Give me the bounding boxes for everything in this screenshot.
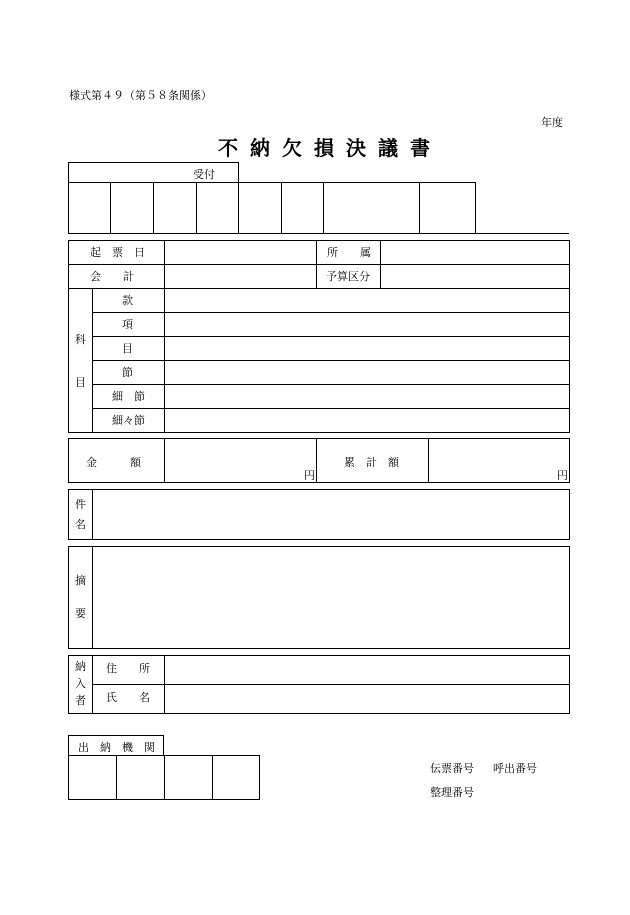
cashier-label: 出 納 機 関 xyxy=(78,741,155,754)
payer-name-field[interactable] xyxy=(165,685,569,713)
receipt-label: 受付 xyxy=(193,168,215,181)
cumulative-amount-label: 累 計 額 xyxy=(344,456,399,469)
subject-row-kan: 款 xyxy=(122,294,133,307)
document-title: 不納欠損決議書 xyxy=(218,136,442,160)
receipt-underline xyxy=(475,233,569,234)
subject-vertical-label-bottom: 目 xyxy=(75,376,86,389)
amount-label: 金 額 xyxy=(86,456,141,469)
payer-vertical-label-1: 納 xyxy=(75,660,86,673)
reference-number-label: 整理番号 xyxy=(430,786,474,799)
summary-field[interactable] xyxy=(93,547,569,648)
payer-vertical-label-3: 者 xyxy=(75,694,86,707)
cumulative-yen-unit: 円 xyxy=(557,469,568,482)
matter-label-top: 件 xyxy=(75,498,86,511)
summary-label-top: 摘 xyxy=(75,574,86,587)
subject-field-setsu[interactable] xyxy=(165,361,569,383)
subject-row-kou: 項 xyxy=(122,318,133,331)
subject-row-saisetsu: 細 節 xyxy=(112,390,145,403)
slip-number-label: 伝票番号 xyxy=(430,762,474,775)
budget-category-field[interactable] xyxy=(381,265,569,288)
subject-field-saisaisetsu[interactable] xyxy=(165,409,569,432)
cumulative-amount-field[interactable] xyxy=(429,439,569,482)
payer-name-label: 氏 名 xyxy=(106,691,150,704)
amount-yen-unit: 円 xyxy=(304,469,315,482)
draft-date-field[interactable] xyxy=(165,241,315,263)
subject-vertical-label-top: 科 xyxy=(75,333,86,346)
subject-row-saisaisetsu: 細々節 xyxy=(112,414,145,427)
payer-address-field[interactable] xyxy=(165,656,569,683)
summary-label-bottom: 要 xyxy=(75,607,86,620)
form-number: 様式第４９（第５８条関係） xyxy=(69,89,212,102)
subject-row-moku: 目 xyxy=(122,342,133,355)
draft-date-label: 起 票 日 xyxy=(90,246,145,259)
subject-field-kan[interactable] xyxy=(165,289,569,311)
accounting-label: 会 計 xyxy=(90,270,134,283)
subject-field-saisetsu[interactable] xyxy=(165,385,569,407)
call-number-label: 呼出番号 xyxy=(493,762,537,775)
affiliation-field[interactable] xyxy=(381,241,569,263)
accounting-field[interactable] xyxy=(165,265,315,288)
subject-row-setsu: 節 xyxy=(122,366,133,379)
payer-vertical-label-2: 入 xyxy=(75,677,86,690)
matter-label-bottom: 名 xyxy=(75,518,86,531)
payer-address-label: 住 所 xyxy=(106,662,150,675)
subject-field-kou[interactable] xyxy=(165,313,569,335)
amount-field[interactable] xyxy=(165,439,315,482)
subject-field-moku[interactable] xyxy=(165,337,569,359)
affiliation-label: 所 属 xyxy=(327,246,371,259)
budget-category-label: 予算区分 xyxy=(326,270,370,283)
matter-field[interactable] xyxy=(93,490,569,539)
fiscal-year-label: 年度 xyxy=(541,116,563,129)
